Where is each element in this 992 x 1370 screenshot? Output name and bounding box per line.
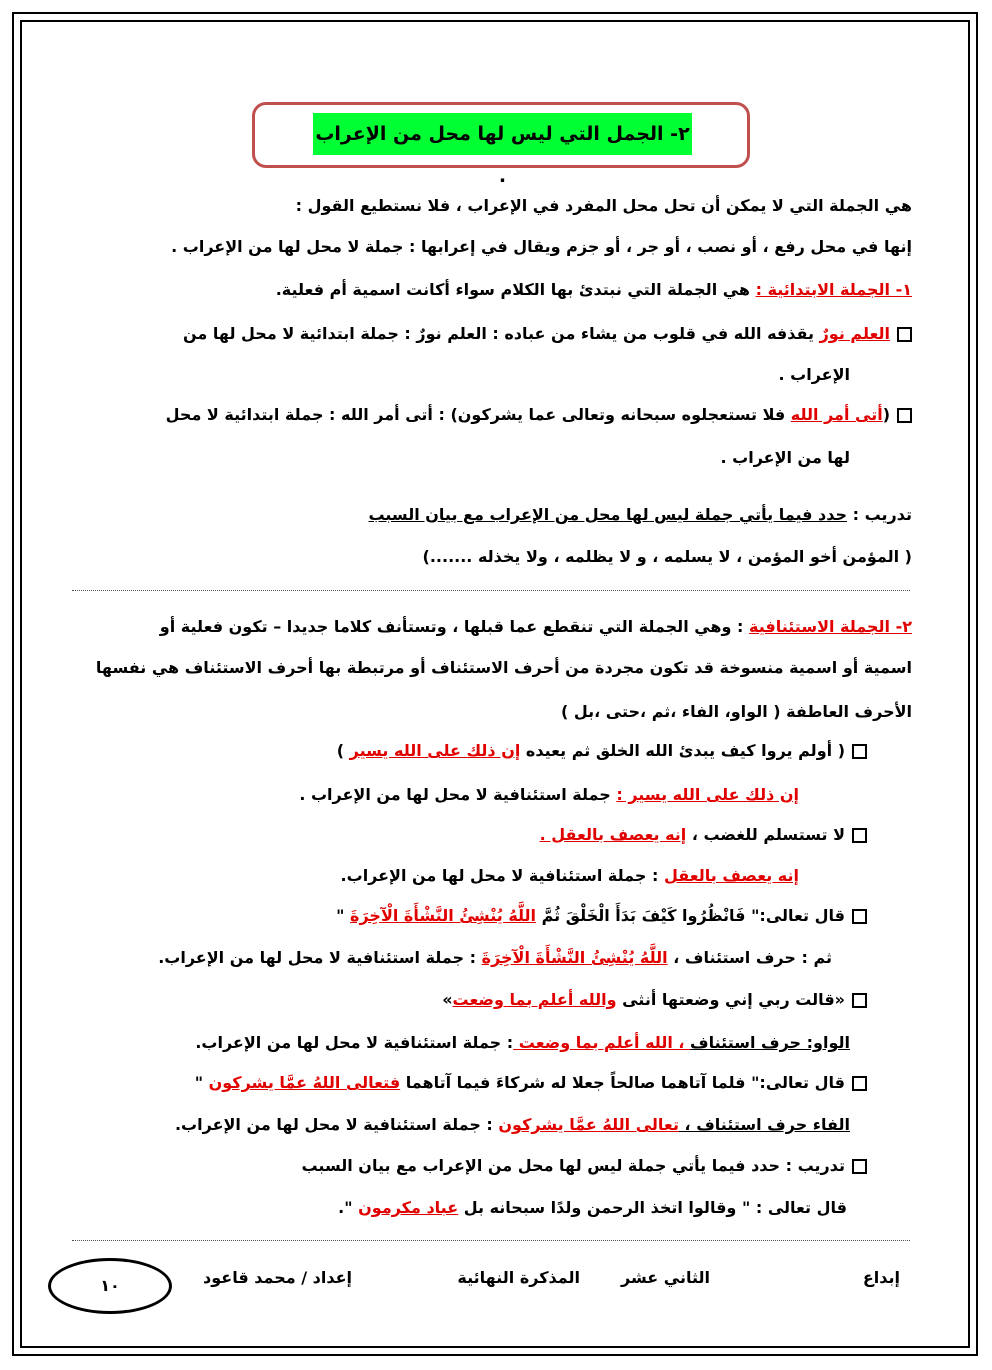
s2-example-4 [442, 988, 867, 1012]
e1-text: ( أولم يروا كيف يبدئ الله الخلق ثم يعيده [520, 741, 845, 760]
e3a-highlight: اللَّهُ يُنْشِئُ النَّشْأَةَ الْآخِرَةَ [481, 948, 668, 967]
checkbox-icon [852, 744, 867, 759]
s1-def-text: هي الجملة التي نبتدئ بها الكلام سواء أكانت اسمية أم فعلية. [275, 280, 756, 299]
e1a-text: جملة استئنافية لا محل لها من الإعراب . [299, 785, 617, 804]
training-2 [301, 1154, 867, 1178]
training-2-text [338, 1196, 847, 1220]
separator-1 [72, 590, 910, 591]
e2a-text: : جملة استئنافية لا محل لها من الإعراب. [340, 866, 664, 885]
ex2-open: ( [882, 405, 890, 424]
s1-example-2 [166, 403, 912, 427]
e4a-end: : جملة استئنافية لا محل لها من الإعراب. [195, 1033, 514, 1052]
e5-highlight: فتعالى اللهُ عمَّا يشركون [208, 1073, 401, 1092]
e3a-end: : جملة استئنافية لا محل لها من الإعراب. [158, 948, 482, 967]
section-title: ٢- الجمل التي ليس لها محل من الإعراب . [313, 113, 692, 155]
page-inner-border [20, 20, 970, 1348]
s2-def1: : وهي الجملة التي تنقطع عما قبلها ، وتستأنف كلاما جديدا – تكون فعلية أو [159, 617, 750, 636]
ex1-text: يقذفه الله في قلوب من يشاء من عباده : العلم نورٌ : جملة ابتدائية لا محل لها من [183, 324, 820, 343]
s2-example-4-analysis [195, 1031, 850, 1055]
e2a-highlight: إنه يعصف بالعقل [663, 866, 799, 885]
s2-example-1 [337, 739, 867, 763]
e3-end: " [336, 906, 351, 925]
e3-text: قال تعالى:" فَانْظُرُوا كَيْفَ بَدَأَ الْخَلْقَ ثُمَّ [536, 906, 845, 925]
checkbox-icon [852, 993, 867, 1008]
footer-ibdaa: إبداع [862, 1268, 900, 1287]
footer-memo: المذكرة النهائية [457, 1268, 580, 1287]
s2-example-5-analysis [175, 1113, 850, 1137]
train2-task: تدريب : حدد فيما يأتي جملة ليس لها محل من الإعراب مع بيان السبب [301, 1156, 845, 1175]
e1-highlight: إن ذلك على الله يسير [349, 741, 521, 760]
s2-example-2-analysis [341, 864, 799, 888]
checkbox-icon [852, 828, 867, 843]
checkbox-icon [852, 1076, 867, 1091]
training-1-text: ( المؤمن أخو المؤمن ، لا يسلمه ، و لا يظلمه ، ولا يخذله .......) [422, 547, 912, 566]
e1a-highlight: إن ذلك على الله يسير : [616, 785, 799, 804]
e4-highlight: والله أعلم بما وضعت [452, 990, 617, 1009]
s2-example-3 [336, 904, 867, 928]
train1-label: تدريب : [847, 505, 912, 524]
train2-text: قال تعالى : " وقالوا اتخذ الرحمن ولدًا سبحانه بل [458, 1198, 847, 1217]
e4-text: «قالت ربي إني وضعتها أنثى [616, 990, 845, 1009]
e5a-highlight: تعالى اللهُ عمَّا يشركون [498, 1115, 679, 1134]
e3a-text: ثم : حرف استئناف ، [667, 948, 832, 967]
ex2-highlight: أتى أمر الله [790, 405, 883, 424]
e4a-text: الواو: حرف استئناف [690, 1033, 850, 1052]
e4a-highlight: ، الله أعلم بما وضعت [513, 1033, 691, 1052]
intro-line-2: إنها في محل رفع ، أو نصب ، أو جر ، أو جزم ويقال في إعرابها : جملة لا محل لها من الإعراب . [171, 237, 912, 256]
s2-example-1-analysis [299, 783, 799, 807]
training-1 [368, 503, 912, 527]
e3-highlight: اللَّهُ يُنْشِئُ النَّشْأَةَ الْآخِرَةَ [350, 906, 537, 925]
e5-text: قال تعالى:" فلما آتاهما صالحاً جعلا له شركاءَ فيما آتاهما [400, 1073, 845, 1092]
s2-definition-1 [160, 615, 912, 639]
e4-end: » [442, 990, 453, 1009]
page-number: ١٠ [48, 1258, 172, 1314]
s2-example-5 [195, 1071, 867, 1095]
e2-highlight: إنه يعصف بالعقل . [539, 825, 687, 844]
e1-end: ) [336, 741, 350, 760]
checkbox-icon [897, 327, 912, 342]
intro-line-1: هي الجملة التي لا يمكن أن تحل محل المفرد في الإعراب ، فلا نستطيع القول : [295, 196, 912, 215]
e5a-text: الفاء حرف استئناف ، [678, 1115, 850, 1134]
ex2-text: فلا تستعجلوه سبحانه وتعالى عما يشركون) : أتى أمر الله : جملة ابتدائية لا محل [165, 405, 791, 424]
train1-task: حدد فيما يأتي جملة ليس لها محل من الإعراب مع بيان السبب [368, 505, 848, 524]
s1-example-2-cont: لها من الإعراب . [720, 448, 850, 467]
footer-author: إعداد / محمد قاعود [203, 1268, 352, 1287]
s2-definition-3: الأحرف العاطفة ( الواو، الفاء ،ثم ،حتى ،بل ) [560, 702, 912, 721]
s1-heading: ١- الجملة الابتدائية : [755, 280, 912, 299]
s2-example-3-analysis [158, 946, 832, 970]
checkbox-icon [897, 408, 912, 423]
separator-2 [72, 1240, 910, 1241]
checkbox-icon [852, 909, 867, 924]
e2-text: لا تستسلم للغضب ، [686, 825, 845, 844]
footer-grade: الثاني عشر [621, 1268, 710, 1287]
checkbox-icon [852, 1159, 867, 1174]
e5-end: " [194, 1073, 209, 1092]
s2-definition-2: اسمية أو اسمية منسوخة قد تكون مجردة من أحرف الاستئناف أو مرتبطة بها أحرف الاستئناف هي نفسها [95, 658, 912, 677]
train2-highlight: عباد مكرمون [358, 1198, 459, 1217]
s2-example-2 [540, 823, 867, 847]
e5a-end: : جملة استئنافية لا محل لها من الإعراب. [174, 1115, 499, 1134]
s2-heading: ٢- الجملة الاستئنافية [749, 617, 912, 636]
train2-end: ". [338, 1198, 359, 1217]
s1-example-1-cont: الإعراب . [778, 365, 850, 384]
s1-example-1 [183, 322, 912, 346]
s1-definition [276, 278, 912, 302]
ex1-highlight: العلم نورٌ [819, 324, 890, 343]
